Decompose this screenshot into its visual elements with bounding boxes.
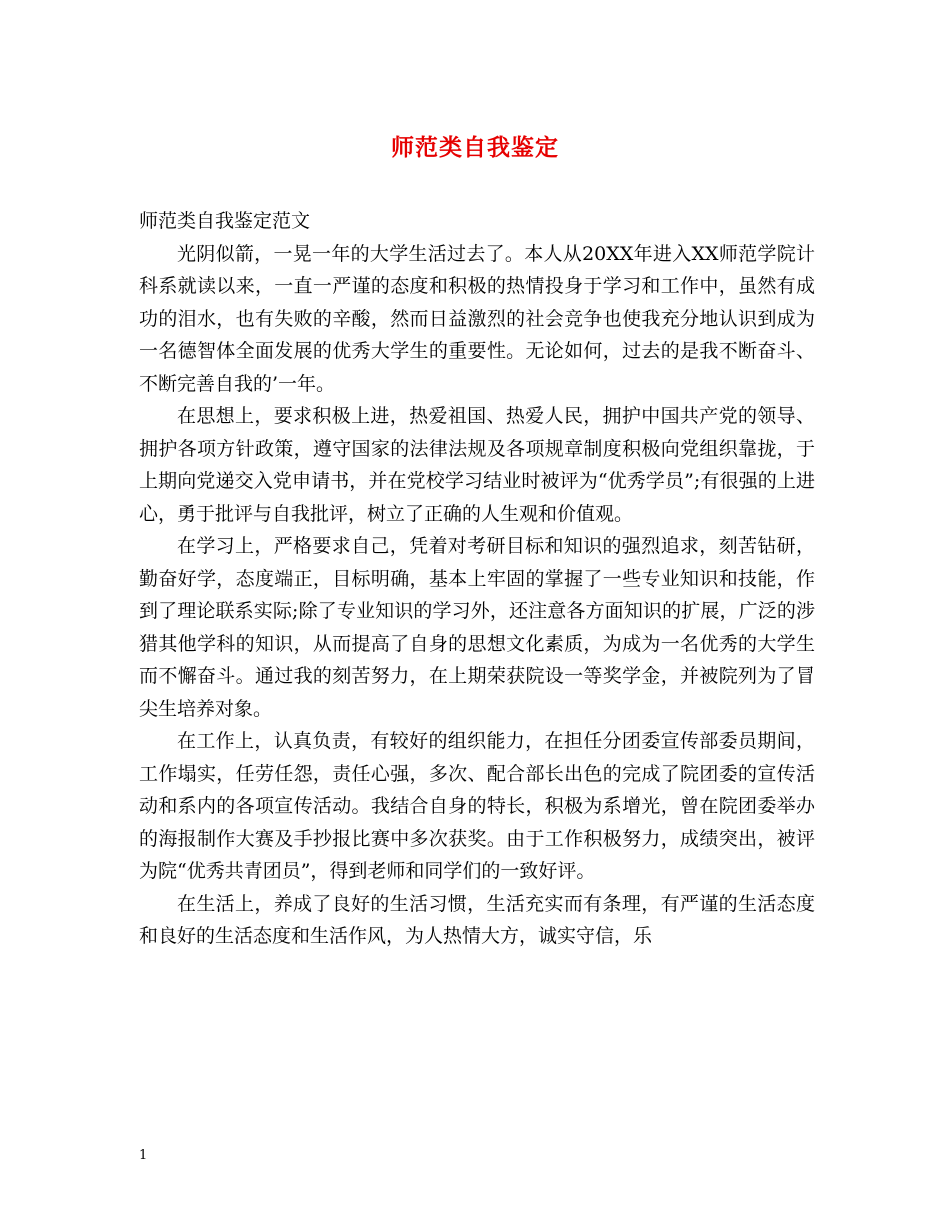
page-number: 1 bbox=[139, 1148, 148, 1163]
paragraph-thought: 在思想上，要求积极上进，热爱祖国、热爱人民，拥护中国共产党的领导、拥护各项方针政策，遵守国家的法律法规及各项规章制度积极向党组织靠拢，于上期向党递交入党申请书，并在党校学习结业时被评为“优秀学员”;有很强的上进心，勇于批评与自我批评，树立了正确的人生观和价值观。 bbox=[139, 405, 815, 525]
paragraph-intro: 光阴似箭，一晃一年的大学生活过去了。本人从20XX年进入XX师范学院计科系就读以来，一直一严谨的态度和积极的热情投身于学习和工作中，虽然有成功的泪水，也有失败的辛酸，然而日益激烈的社会竞争也使我充分地认识到成为一名德智体全面发展的优秀大学生的重要性。无论如何，过去的是我不断奋斗、不断完善自我的’一年。 bbox=[139, 242, 815, 395]
document-title: 师范类自我鉴定 bbox=[391, 134, 559, 161]
document-body bbox=[139, 205, 815, 953]
paragraph-work: 在工作上，认真负责，有较好的组织能力，在担任分团委宣传部委员期间，工作塌实，任劳任怨，责任心强，多次、配合部长出色的完成了院团委的宣传活动和系内的各项宣传活动。我结合自身的特长，积极为系增光，曾在院团委举办的海报制作大赛及手抄报比赛中多次获奖。由于工作积极努力，成绩突出，被评为院“优秀共青团员”，得到老师和同学们的一致好评。 bbox=[139, 730, 815, 882]
paragraph-life: 在生活上，养成了良好的生活习惯，生活充实而有条理，有严谨的生活态度和良好的生活态度和生活作风，为人热情大方，诚实守信，乐 bbox=[139, 892, 815, 947]
paragraph-study: 在学习上，严格要求自己，凭着对考研目标和知识的强烈追求，刻苦钻研，勤奋好学，态度端正，目标明确，基本上牢固的掌握了一些专业知识和技能，作到了理论联系实际;除了专业知识的学习外，还注意各方面知识的扩展，广泛的涉猎其他学科的知识，从而提高了自身的思想文化素质，为成为一名优秀的大学生而不懈奋斗。通过我的刻苦努力，在上期荣获院设一等奖学金，并被院列为了冒尖生培养对象。 bbox=[139, 535, 815, 720]
document-subtitle: 师范类自我鉴定范文 bbox=[139, 210, 311, 232]
